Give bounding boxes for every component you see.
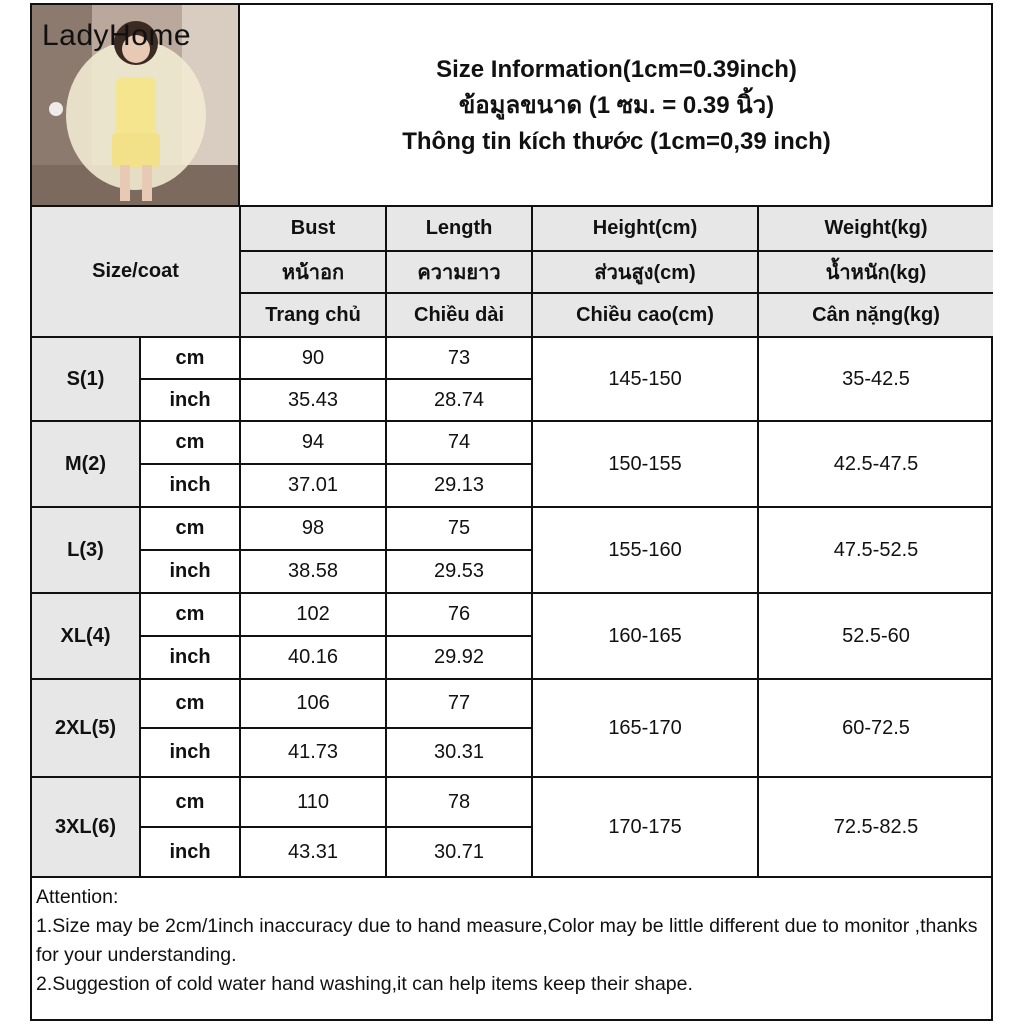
header-line-th: ข้อมูลขนาด (1 ซม. = 0.39 นิ้ว)	[458, 92, 775, 119]
unit-cm: cm	[140, 507, 240, 550]
size-info-header	[240, 5, 993, 207]
bust-cm: 98	[240, 507, 386, 550]
attention-line-1: 1.Size may be 2cm/1inch inaccuracy due to hand measure,Color may be little different due to monitor ,thanks for your understanding.	[36, 915, 978, 966]
unit-cm: cm	[140, 679, 240, 728]
col-length-th: ความยาว	[386, 251, 532, 293]
weight-range: 35-42.5	[758, 337, 993, 421]
col-length-vi: Chiều dài	[386, 293, 532, 337]
bust-cm: 102	[240, 593, 386, 636]
unit-inch: inch	[140, 636, 240, 679]
attention-notes	[32, 879, 993, 999]
length-inch: 28.74	[386, 379, 532, 421]
table-row	[32, 593, 993, 636]
col-height-en: Height(cm)	[532, 207, 758, 251]
col-weight-en: Weight(kg)	[758, 207, 993, 251]
col-weight-vi: Cân nặng(kg)	[758, 293, 993, 337]
weight-range: 52.5-60	[758, 593, 993, 679]
bust-inch: 40.16	[240, 636, 386, 679]
length-cm: 74	[386, 421, 532, 464]
weight-range: 47.5-52.5	[758, 507, 993, 593]
length-inch: 29.92	[386, 636, 532, 679]
bust-inch: 38.58	[240, 550, 386, 593]
size-label: S(1)	[32, 337, 140, 421]
size-label: 3XL(6)	[32, 777, 140, 877]
height-range: 150-155	[532, 421, 758, 507]
length-inch: 29.13	[386, 464, 532, 507]
bust-cm: 94	[240, 421, 386, 464]
col-bust-th: หน้าอก	[240, 251, 386, 293]
product-photo	[32, 5, 240, 207]
size-table	[32, 207, 993, 878]
col-height-th: ส่วนสูง(cm)	[532, 251, 758, 293]
table-row	[32, 421, 993, 464]
weight-range: 72.5-82.5	[758, 777, 993, 877]
bust-cm: 90	[240, 337, 386, 379]
length-cm: 76	[386, 593, 532, 636]
length-cm: 75	[386, 507, 532, 550]
col-height-vi: Chiều cao(cm)	[532, 293, 758, 337]
attention-line-2: 2.Suggestion of cold water hand washing,it can help items keep their shape.	[36, 973, 693, 995]
unit-cm: cm	[140, 421, 240, 464]
size-label: 2XL(5)	[32, 679, 140, 777]
unit-inch: inch	[140, 379, 240, 421]
unit-inch: inch	[140, 464, 240, 507]
size-label: XL(4)	[32, 593, 140, 679]
bust-inch: 43.31	[240, 827, 386, 877]
bust-inch: 41.73	[240, 728, 386, 777]
weight-range: 42.5-47.5	[758, 421, 993, 507]
col-bust-vi: Trang chủ	[240, 293, 386, 337]
size-label: L(3)	[32, 507, 140, 593]
bust-cm: 106	[240, 679, 386, 728]
unit-inch: inch	[140, 550, 240, 593]
length-inch: 30.31	[386, 728, 532, 777]
size-chart-sheet	[30, 3, 993, 1021]
header-line-vi: Thông tin kích thước (1cm=0,39 inch)	[402, 128, 831, 155]
table-row	[32, 337, 993, 379]
length-cm: 77	[386, 679, 532, 728]
col-length-en: Length	[386, 207, 532, 251]
unit-cm: cm	[140, 337, 240, 379]
size-label: M(2)	[32, 421, 140, 507]
length-inch: 29.53	[386, 550, 532, 593]
length-cm: 73	[386, 337, 532, 379]
length-cm: 78	[386, 777, 532, 827]
bust-inch: 37.01	[240, 464, 386, 507]
bust-cm: 110	[240, 777, 386, 827]
unit-inch: inch	[140, 827, 240, 877]
corner-size-coat: Size/coat	[32, 207, 240, 337]
height-range: 160-165	[532, 593, 758, 679]
height-range: 165-170	[532, 679, 758, 777]
height-range: 155-160	[532, 507, 758, 593]
bust-inch: 35.43	[240, 379, 386, 421]
length-inch: 30.71	[386, 827, 532, 877]
table-row	[32, 679, 993, 728]
header-line-en: Size Information(1cm=0.39inch)	[436, 56, 797, 83]
unit-inch: inch	[140, 728, 240, 777]
height-range: 170-175	[532, 777, 758, 877]
height-range: 145-150	[532, 337, 758, 421]
weight-range: 60-72.5	[758, 679, 993, 777]
table-row	[32, 777, 993, 827]
table-row	[32, 507, 993, 550]
unit-cm: cm	[140, 593, 240, 636]
col-weight-th: น้ำหนัก(kg)	[758, 251, 993, 293]
attention-title: Attention:	[36, 886, 119, 908]
brand-watermark: LadyHome	[42, 19, 192, 52]
unit-cm: cm	[140, 777, 240, 827]
col-bust-en: Bust	[240, 207, 386, 251]
